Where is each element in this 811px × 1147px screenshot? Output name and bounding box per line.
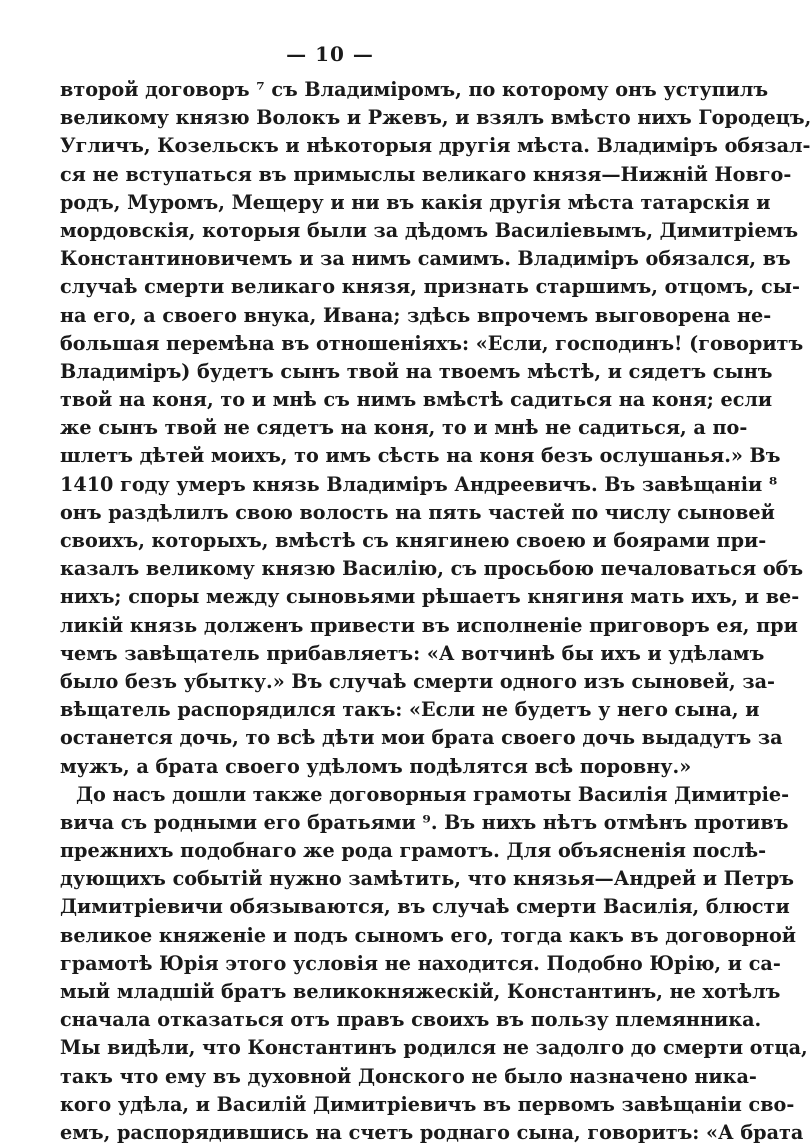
text-line: мый младшій братъ великокняжескій, Константинъ, не хотѣлъ: [60, 980, 781, 1003]
text-line: твой на коня, то и мнѣ съ нимъ вмѣстѣ садиться на коня; если: [60, 388, 773, 412]
text-line: такъ что ему въ духовной Донского не было назначено ника-: [60, 1064, 757, 1088]
text-line: вѣщатель распорядился такъ: «Если не будетъ у него сына, и: [60, 698, 760, 722]
text-line: онъ раздѣлилъ свою волость на пять частей по числу сыновей: [60, 500, 775, 524]
text-line: вича съ родными его братьями ⁹. Въ нихъ нѣтъ отмѣнъ противъ: [60, 810, 789, 834]
page-number-header: — 10 —: [286, 42, 374, 66]
text-line: грамотѣ Юрія этого условія не находится. Подобно Юрію, и са-: [60, 951, 781, 975]
text-line: прежнихъ подобнаго же рода грамотъ. Для объясненія послѣ-: [60, 839, 767, 863]
text-line: своихъ, которыхъ, вмѣстѣ съ княгинею своею и боярами при-: [60, 529, 767, 552]
text-line: на его, а своего внука, Ивана; здѣсь впрочемъ выговорена не-: [60, 303, 772, 327]
text-line: случаѣ смерти великаго князя, признать старшимъ, отцомъ, сы-: [60, 275, 800, 299]
text-line: Мы видѣли, что Константинъ родился не задолго до смерти отца,: [60, 1036, 808, 1060]
text-line: ся не вступаться въ примыслы великаго князя—Нижній Новго-: [60, 162, 792, 186]
text-line: мужъ, а брата своего удѣломъ подѣлятся всѣ поровну.»: [60, 754, 692, 778]
text-line: Константиновичемъ и за нимъ самимъ. Владиміръ обязался, въ: [60, 247, 791, 271]
text-line: казалъ великому князю Василію, съ просьбою печаловаться объ: [60, 557, 804, 581]
text-line: 1410 году умеръ князь Владиміръ Андреевичъ. Въ завѣщаніи ⁸: [60, 472, 778, 496]
text-line: большая перемѣна въ отношеніяхъ: «Если, господинъ! (говоритъ: [60, 331, 804, 355]
text-line: нихъ; споры между сыновьями рѣшаетъ княгиня мать ихъ, и ве-: [60, 585, 800, 609]
text-line: До насъ дошли также договорныя грамоты Василія Димитріе-: [76, 782, 790, 806]
text-line: Димитріевичи обязываются, въ случаѣ смерти Василія, блюсти: [60, 895, 790, 919]
text-line: ликій князь долженъ привести въ исполненіе приговоръ ея, при: [60, 613, 798, 637]
text-line: было безъ убытку.» Въ случаѣ смерти одного изъ сыновей, за-: [60, 669, 775, 693]
body-text: [60, 76, 811, 1147]
text-line: второй договоръ ⁷ съ Владиміромъ, по которому онъ уступилъ: [60, 78, 769, 101]
text-line: кого удѣла, и Василій Димитріевичъ въ первомъ завѣщаніи сво-: [60, 1092, 795, 1116]
text-line: великому князю Волокъ и Ржевъ, и взялъ вмѣсто нихъ Городецъ,: [60, 106, 811, 130]
text-line: великое княженіе и подъ сыномъ его, тогда какъ въ договорной: [60, 923, 796, 947]
text-line: же сынъ твой не сядетъ на коня, то и мнѣ не садиться, а по-: [60, 416, 748, 440]
text-line: мордовскія, которыя были за дѣдомъ Василіевымъ, Димитріемъ: [60, 218, 799, 242]
text-line: чемъ завѣщатель прибавляетъ: «А вотчинѣ бы ихъ и удѣламъ: [60, 641, 765, 665]
text-line: Владиміръ) будетъ сынъ твой на твоемъ мѣстѣ, и сядетъ сынъ: [60, 359, 773, 383]
text-line: останется дочь, то всѣ дѣти мои брата своего дочь выдадутъ за: [60, 726, 783, 750]
text-line: шлетъ дѣтей моихъ, то имъ сѣсть на коня безъ ослушанья.» Въ: [60, 444, 781, 468]
text-line: родъ, Муромъ, Мещеру и ни въ какія другія мѣста татарскія и: [60, 190, 771, 214]
text-line: дующихъ событій нужно замѣтить, что князья—Андрей и Петръ: [60, 867, 795, 891]
text-line: сначала отказаться отъ правъ своихъ въ пользу племянника.: [60, 1008, 762, 1032]
text-line: Угличъ, Козельскъ и нѣкоторыя другія мѣста. Владиміръ обязал-: [60, 134, 811, 158]
text-line: емъ, распорядившись на счетъ роднаго сына, говоритъ: «А брата: [60, 1120, 804, 1144]
